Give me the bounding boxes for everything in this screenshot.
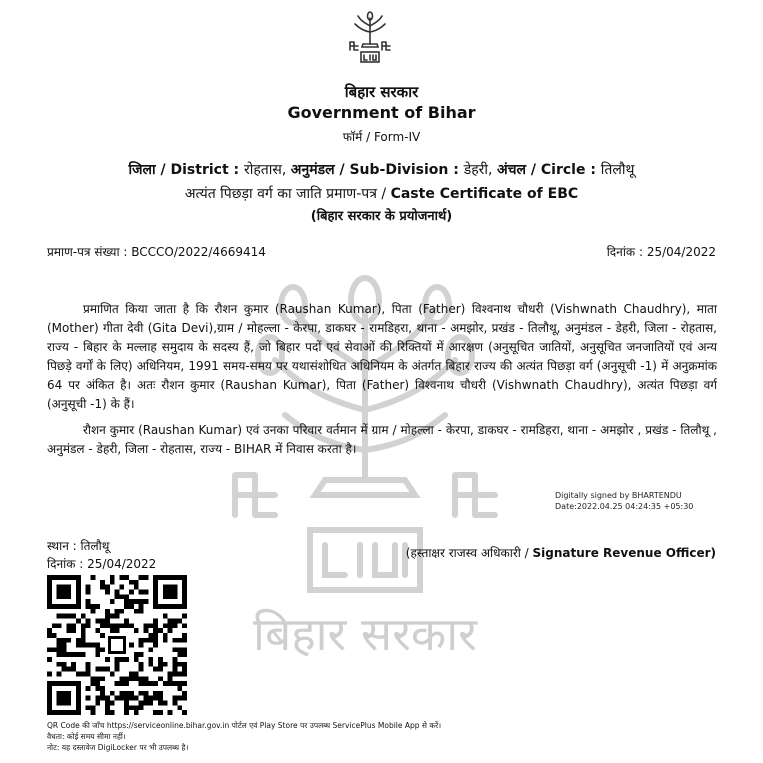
district-line (0, 160, 763, 179)
signature-label (406, 544, 716, 561)
watermark-text: बिहार सरकार (253, 607, 477, 661)
issue-date: दिनांक : 25/04/2022 (606, 245, 716, 259)
place-date-block (47, 537, 156, 573)
digital-signature (555, 490, 693, 512)
bottom-date: दिनांक : 25/04/2022 (47, 557, 157, 571)
certificate-number: प्रमाण-पत्र संख्या : BCCCO/2022/4669414 (47, 245, 266, 259)
bihar-emblem-logo (347, 10, 393, 66)
certificate-body-paragraph-2: रौशन कुमार (Raushan Kumar) एवं उनका परिवार वर्तमान में ग्राम / मोहल्ला - केरपा, डाकघर - रामडिहरा, थाना - अमझोर , प्रखंड - तिलौथू , अनुमंडल - डेहरी, जिला - रोहतास, राज्य - BIHAR में निवास करता है। (47, 423, 717, 456)
footer-validity: वैधता: कोई समय सीमा नहीं। (47, 732, 126, 741)
footer-qr-verify: QR Code की जाँच https://serviceonline.bihar.gov.in पोर्टल एवं Play Store पर उपलब्ध ServicePlus Mobile App से करें। (47, 721, 442, 730)
title-hindi: बिहार सरकार (344, 83, 419, 101)
district-label: जिला / District : (128, 162, 244, 178)
certificate-body-paragraph-1: प्रमाणित किया जाता है कि रौशन कुमार (Raushan Kumar), पिता (Father) विश्वनाथ चौधरी (Vishwnath Chaudhry), माता (Mother) गीता देवी (Gita Devi),ग्राम / मोहल्ला - केरपा, डाकघर - रामडिहरा, थाना - अमझोर, प्रखंड - तिलौथू, अनुमंडल - डेहरी, जिला - रोहतास, राज्य - बिहार के मल्लाह समुदाय के सदस्य हैं, जो बिहार पदों एवं सेवाओं की रिक्तियों में आरक्षण (अनुसूचित जातियों, अनुसूचित जनजातियों एवं अन्य पिछड़े वर्गों के लिए) अधिनियम, 1991 समय-समय पर यथासंशोधित अधिनियम के अंतर्गत बिहार राज्य की अत्यंत पिछड़ा वर्ग (अनुसूची -1) में अनुक्रमांक 64 पर अंकित है। अतः रौशन कुमार (Raushan Kumar), पिता (Father) विश्वनाथ चौधरी (Vishwnath Chaudhry), अत्यंत पिछड़ा वर्ग (अनुसूची -1) के हैं। (47, 302, 717, 411)
signature-label-hindi: (हस्ताक्षर राजस्व अधिकारी / (405, 546, 533, 560)
digital-signature-date: Date:2022.04.25 04:24:35 +05:30 (555, 502, 694, 511)
purpose-line: (बिहार सरकार के प्रयोजनार्थ) (310, 209, 453, 224)
circle-label: अंचल / Circle : (496, 162, 601, 178)
certificate-title-english: Caste Certificate of EBC (390, 186, 579, 202)
subdivision-label: अनुमंडल / Sub-Division : (290, 162, 464, 178)
circle-value: तिलौथू (600, 162, 635, 178)
district-value: रोहतास, (244, 162, 291, 178)
footer-notes (47, 720, 441, 753)
certificate-title (0, 184, 763, 203)
place: स्थान : तिलौथू (47, 539, 110, 553)
title-english: Government of Bihar (287, 103, 476, 122)
form-label: फॉर्म / Form-IV (342, 130, 421, 144)
signature-label-english: Signature Revenue Officer) (532, 546, 716, 560)
subdivision-value: डेहरी, (463, 162, 497, 178)
qr-code (47, 575, 187, 715)
footer-note: नोट: यह दस्तावेज DigiLocker पर भी उपलब्ध है। (47, 743, 189, 752)
certificate-title-hindi: अत्यंत पिछड़ा वर्ग का जाति प्रमाण-पत्र / (184, 186, 391, 202)
digital-signature-signer: Digitally signed by BHARTENDU (555, 491, 682, 500)
